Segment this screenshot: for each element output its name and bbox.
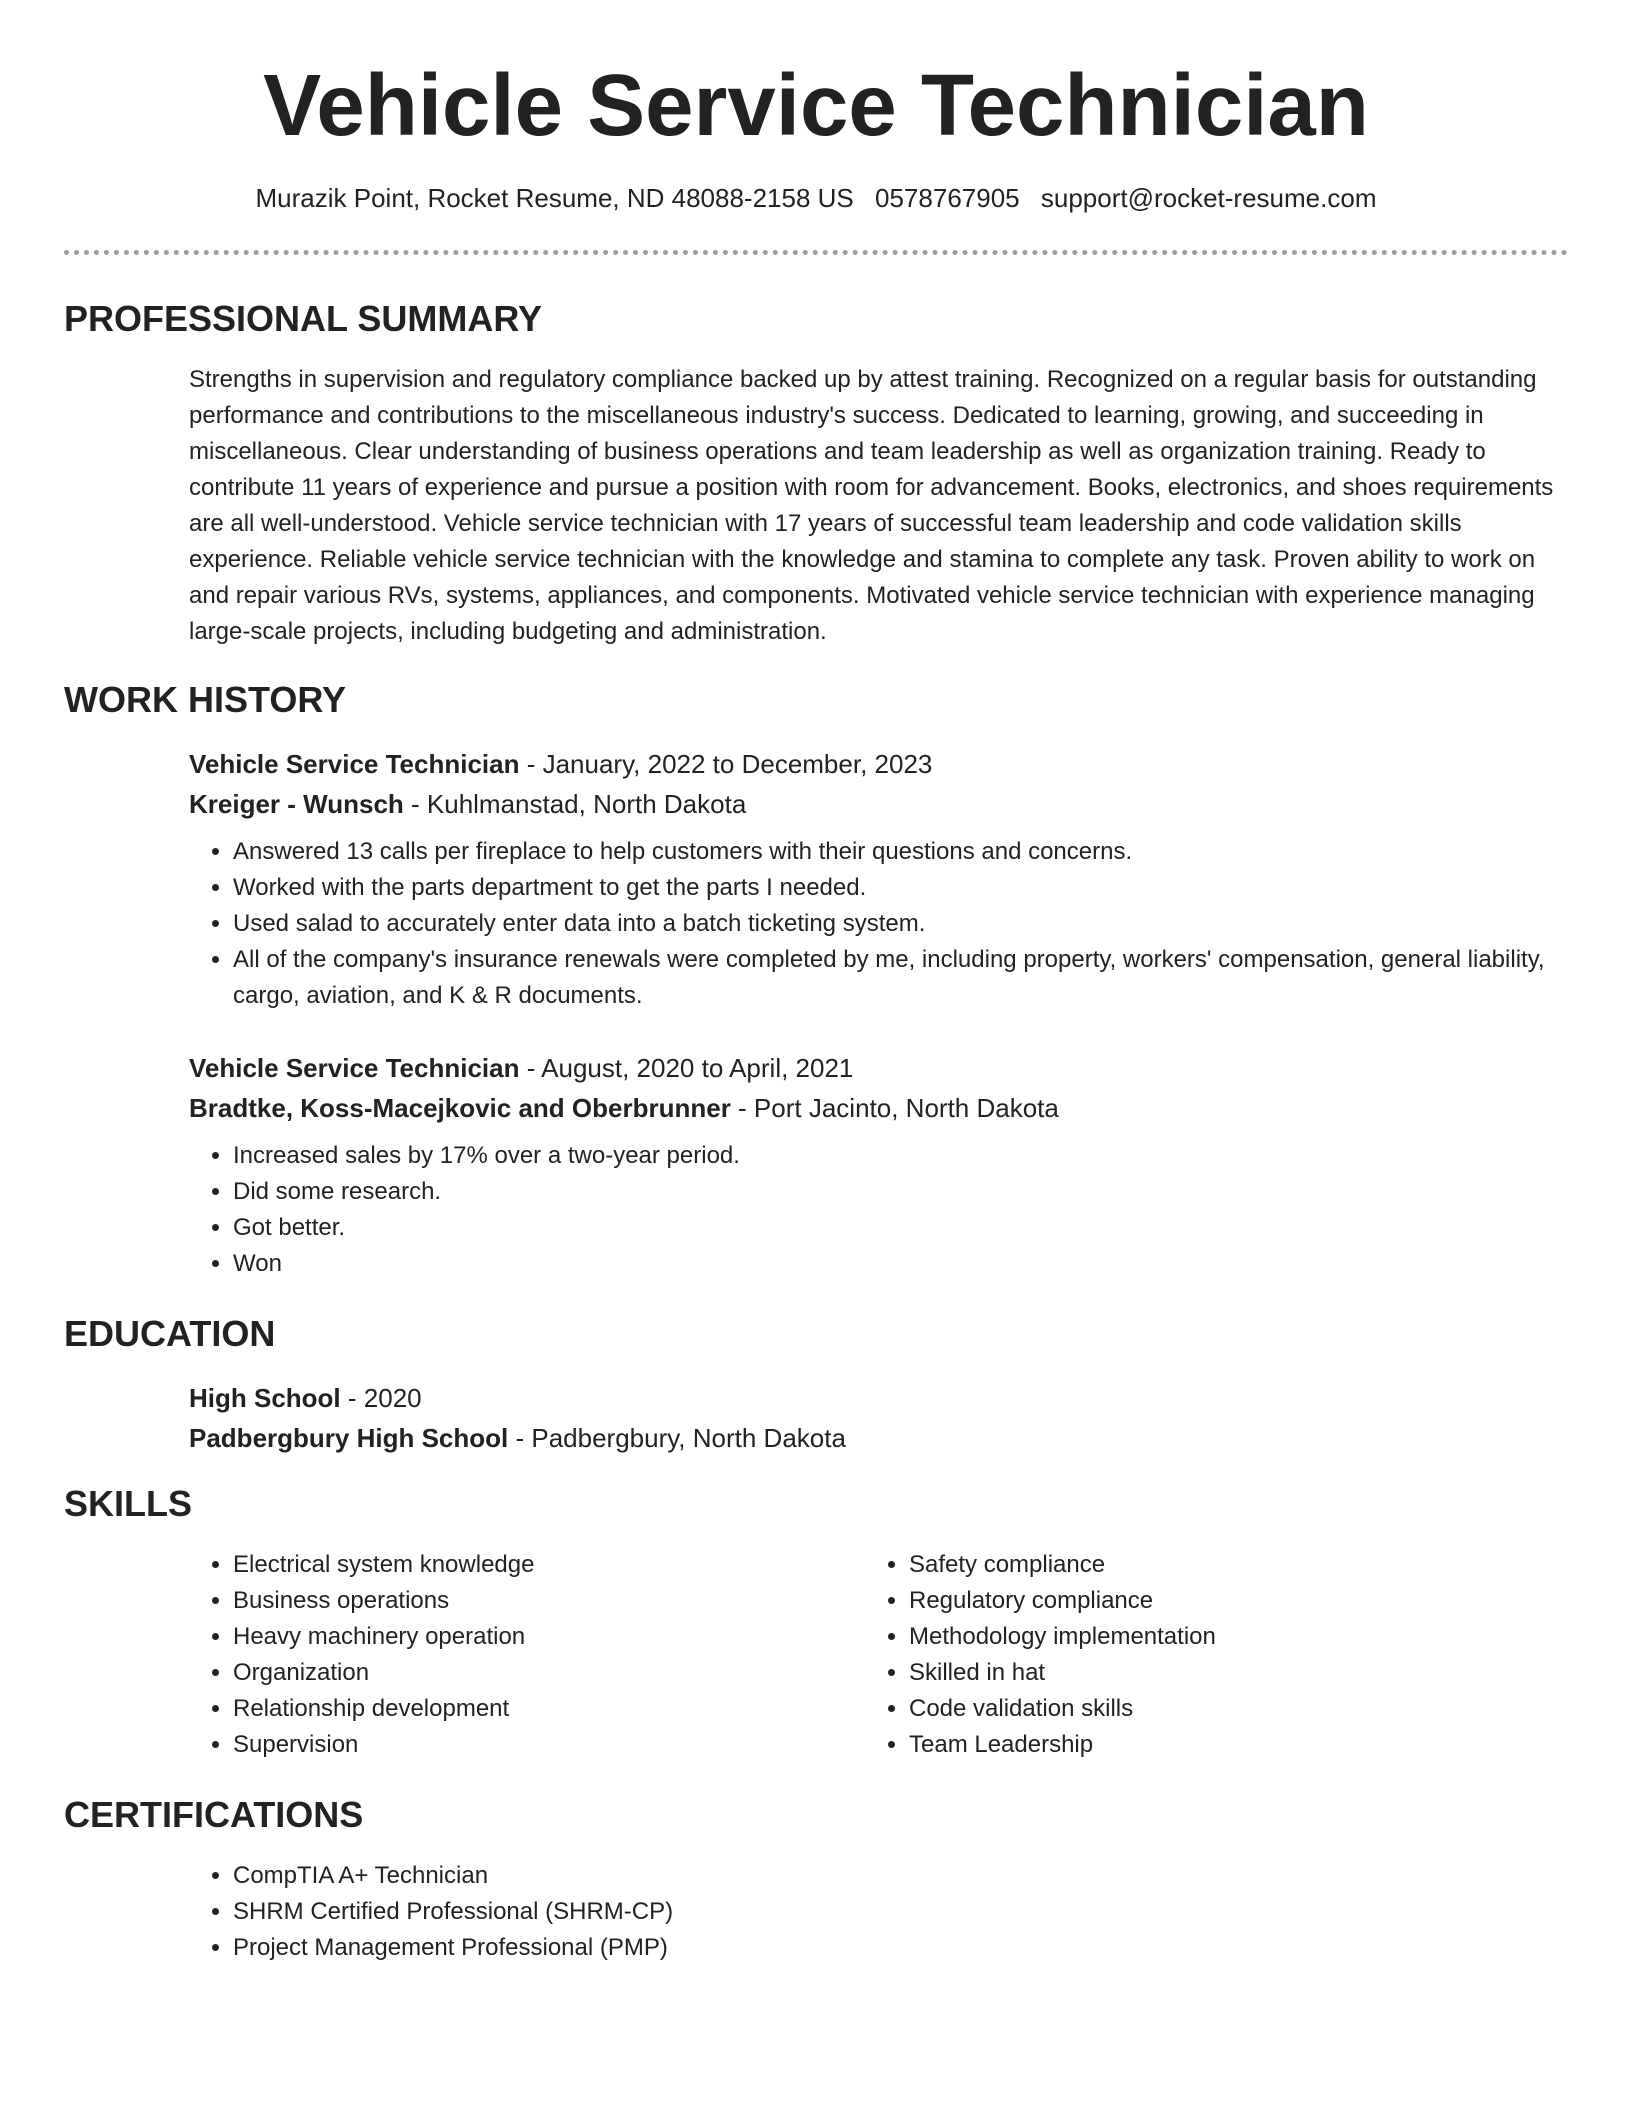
resume-name: Vehicle Service Technician	[263, 57, 1369, 154]
job-company: Bradtke, Koss-Macejkovic and Oberbrunner	[189, 1093, 731, 1123]
education-year: - 2020	[340, 1383, 422, 1413]
list-item: • Won	[233, 1246, 1569, 1282]
summary-section	[189, 362, 1569, 650]
list-item: • All of the company's insurance renewals were completed by me, including property, workers' compensation, general liability, cargo, aviation, and K & R documents.	[233, 942, 1569, 1014]
job-location: - Kuhlmanstad, North Dakota	[403, 789, 747, 819]
contact-line	[0, 180, 1632, 216]
certifications-section	[189, 1858, 1569, 1966]
skills-list	[865, 1547, 1505, 1763]
list-item: • Business operations	[233, 1583, 829, 1619]
list-item: • Project Management Professional (PMP)	[233, 1930, 1569, 1966]
work-history-heading: WORK HISTORY	[64, 679, 347, 720]
education-degree: High School	[189, 1383, 341, 1413]
skills-list	[189, 1547, 829, 1763]
list-item: • Code validation skills	[909, 1691, 1505, 1727]
list-item: • CompTIA A+ Technician	[233, 1858, 1569, 1894]
education-school: Padbergbury High School	[189, 1423, 509, 1453]
education-entry	[189, 1378, 1569, 1458]
list-item: • Skilled in hat	[909, 1655, 1505, 1691]
job-bullets	[189, 834, 1569, 1014]
education-heading: EDUCATION	[64, 1313, 276, 1354]
list-item: • Team Leadership	[909, 1727, 1505, 1763]
list-item: • Relationship development	[233, 1691, 829, 1727]
education-degree-line	[189, 1378, 1569, 1418]
skills-column-left	[189, 1547, 829, 1763]
summary-text: Strengths in supervision and regulatory compliance backed up by attest training. Recognized on a regular basis for outstanding performance and contributions to the miscellaneous industry's success. Dedicated to learning, growing, and succeeding in miscellaneous. Clear understanding of business operations and team leadership as well as organization training. Ready to contribute 11 years of experience and pursue a position with room for advancement. Books, electronics, and shoes requirements are all well-understood. Vehicle service technician with 17 years of successful team leadership and code validation skills experience. Reliable vehicle service technician with the knowledge and stamina to complete any task. Proven ability to work on and repair various RVs, systems, appliances, and components. Motivated vehicle service technician with experience managing large-scale projects, including budgeting and administration.	[189, 366, 1554, 645]
certifications-heading: CERTIFICATIONS	[64, 1794, 364, 1835]
list-item: • Supervision	[233, 1727, 829, 1763]
certifications-list	[189, 1858, 1569, 1966]
job-dates: - January, 2022 to December, 2023	[519, 749, 933, 779]
list-item: • Used salad to accurately enter data into a batch ticketing system.	[233, 906, 1569, 942]
list-item: • Worked with the parts department to get the parts I needed.	[233, 870, 1569, 906]
education-school-line	[189, 1418, 1569, 1458]
list-item: • Regulatory compliance	[909, 1583, 1505, 1619]
skills-heading: SKILLS	[64, 1483, 193, 1524]
job-dates: - August, 2020 to April, 2021	[519, 1053, 854, 1083]
education-location: - Padbergbury, North Dakota	[508, 1423, 846, 1453]
contact-phone: 0578767905	[875, 183, 1020, 213]
list-item: • Organization	[233, 1655, 829, 1691]
list-item: • Increased sales by 17% over a two-year period.	[233, 1138, 1569, 1174]
contact-address: Murazik Point, Rocket Resume, ND 48088-2158 US	[255, 183, 854, 213]
list-item: • Did some research.	[233, 1174, 1569, 1210]
list-item: • Heavy machinery operation	[233, 1619, 829, 1655]
job-bullets	[189, 1138, 1569, 1282]
list-item: • Safety compliance	[909, 1547, 1505, 1583]
list-item: • Electrical system knowledge	[233, 1547, 829, 1583]
job-company-line	[189, 784, 1569, 824]
job-title-line	[189, 1048, 1569, 1088]
job-title-line	[189, 744, 1569, 784]
job-company-line	[189, 1088, 1569, 1128]
job-company: Kreiger - Wunsch	[189, 789, 404, 819]
list-item: • Methodology implementation	[909, 1619, 1505, 1655]
list-item: • Got better.	[233, 1210, 1569, 1246]
contact-email: support@rocket-resume.com	[1040, 183, 1377, 213]
job-role: Vehicle Service Technician	[189, 1053, 520, 1083]
list-item: • Answered 13 calls per fireplace to help customers with their questions and concerns.	[233, 834, 1569, 870]
header-divider	[64, 250, 1568, 255]
skills-column-right	[865, 1547, 1505, 1763]
job-location: - Port Jacinto, North Dakota	[730, 1093, 1059, 1123]
job-entry	[189, 1048, 1569, 1282]
list-item: • SHRM Certified Professional (SHRM-CP)	[233, 1894, 1569, 1930]
job-entry	[189, 744, 1569, 1014]
job-role: Vehicle Service Technician	[189, 749, 520, 779]
summary-heading: PROFESSIONAL SUMMARY	[64, 298, 543, 339]
